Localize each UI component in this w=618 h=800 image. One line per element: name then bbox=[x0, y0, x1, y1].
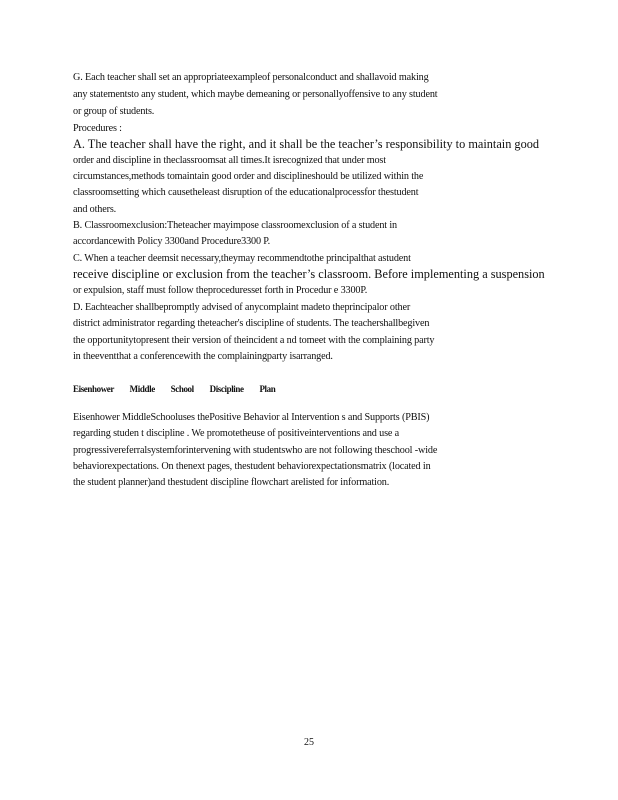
paragraph-d-line-4: in theeventthat a conferencewith the complainingparty isarranged. bbox=[73, 351, 333, 362]
paragraph-g-line-3: or group of students. bbox=[73, 106, 155, 117]
paragraph-b-line-1: B. Classroomexclusion:Theteacher mayimpose classroomexclusion of a student in bbox=[73, 220, 397, 231]
paragraph-a-line-1: A. The teacher shall have the right, and it shall be the teacher’s responsibility to maintain good bbox=[73, 137, 540, 151]
paragraph-a-line-2: order and discipline in theclassroomsat all times.It isrecognized that under most bbox=[73, 155, 386, 166]
paragraph-g-line-2: any statementsto any student, which maybe demeaning or personallyoffensive to any student bbox=[73, 89, 438, 100]
paragraph-pbis-line-4: behaviorexpectations. On thenext pages, thestudent behaviorexpectationsmatrix (located in bbox=[73, 461, 431, 472]
paragraph-d-line-1: D. Eachteacher shallbepromptly advised of anycomplaint madeto theprincipalor other bbox=[73, 302, 411, 313]
page-number: 25 bbox=[304, 737, 314, 748]
paragraph-d-line-3: the opportunitytopresent their version of theincident a nd tomeet with the complaining party bbox=[73, 335, 435, 346]
paragraph-c-line-1: C. When a teacher deemsit necessary,theymay recommendtothe principalthat astudent bbox=[73, 253, 411, 264]
paragraph-b-line-2: accordancewith Policy 3300and Procedure3300 P. bbox=[73, 236, 271, 247]
discipline-plan-heading: Eisenhower Middle School Discipline Plan bbox=[73, 384, 276, 394]
paragraph-a-line-4: classroomsetting which causetheleast disruption of the educationalprocessfor thestudent bbox=[73, 187, 419, 198]
paragraph-d-line-2: district administrator regarding theteacher's discipline of students. The teachershallbegiven bbox=[73, 318, 430, 329]
paragraph-a-line-5: and others. bbox=[73, 204, 117, 215]
paragraph-pbis-line-5: the student planner)and thestudent discipline flowchart arelisted for information. bbox=[73, 477, 390, 488]
procedures-heading: Procedures : bbox=[73, 123, 122, 134]
paragraph-c-line-3: or expulsion, staff must follow theproceduresset forth in Procedur e 3300P. bbox=[73, 285, 368, 296]
paragraph-a-line-3: circumstances,methods tomaintain good order and disciplineshould be utilized within the bbox=[73, 171, 424, 182]
paragraph-pbis-line-3: progressivereferralsystemforintervening with studentswho are not following theschool -wide bbox=[73, 445, 438, 456]
paragraph-pbis-line-1: Eisenhower MiddleSchooluses thePositive Behavior al Intervention s and Supports (PBIS) bbox=[73, 412, 430, 423]
paragraph-g-line-1: G. Each teacher shall set an appropriateexampleof personalconduct and shallavoid making bbox=[73, 72, 429, 83]
paragraph-c-line-2: receive discipline or exclusion from the teacher’s classroom. Before implementing a suspension bbox=[73, 267, 545, 281]
paragraph-pbis-line-2: regarding studen t discipline . We promotetheuse of positiveinterventions and use a bbox=[73, 428, 400, 439]
